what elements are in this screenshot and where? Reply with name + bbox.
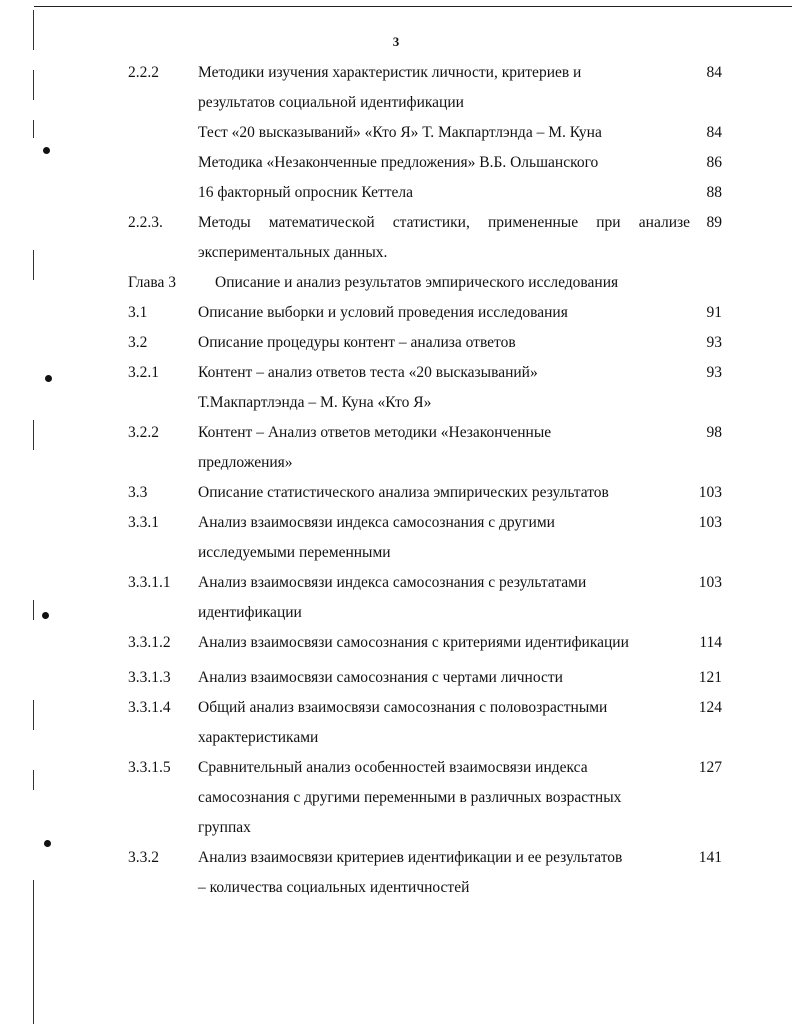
toc-entry-continuation [0,452,792,474]
toc-number: 2.2.3. [128,214,163,231]
toc-title: Описание выборки и условий проведения исследования [198,304,568,321]
scan-hole-dot [44,840,51,847]
toc-page: 127 [698,759,722,776]
toc-chapter-3 [0,272,792,294]
toc-title: самосознания с другими переменными в различных возрастных [198,789,622,806]
toc-entry-3-3-1-4 [0,697,792,719]
toc-number: 3.1 [128,304,148,321]
toc-title: характеристиками [198,729,319,746]
toc-page: 88 [706,184,722,201]
toc-page: 98 [706,424,722,441]
toc-entry-continuation [0,542,792,564]
toc-title: Сравнительный анализ особенностей взаимосвязи индекса [198,759,588,776]
toc-title: 16 факторный опросник Кеттела [198,184,414,201]
toc-entry-continuation [0,727,792,749]
toc-number: 3.3.1.1 [128,574,171,591]
toc-entry-continuation [0,602,792,624]
toc-title: исследуемыми переменными [198,544,391,561]
toc-number: 3.3.1.3 [128,669,171,686]
toc-page: 124 [698,699,722,716]
toc-title: Общий анализ взаимосвязи самосознания с половозрастными [198,699,608,716]
toc-entry-3-2-1 [0,362,792,384]
toc-title: Т.Макпартлэнда – М. Куна «Кто Я» [198,394,432,411]
toc-entry-3-2 [0,332,792,354]
toc-title: предложения» [198,454,293,471]
toc-number: 3.3.2 [128,849,159,866]
toc-number: 3.2 [128,334,148,351]
toc-number: Глава 3 [128,274,177,291]
toc-title: Анализ взаимосвязи критериев идентификации и ее результатов [198,849,623,866]
toc-title: Анализ взаимосвязи индекса самосознания с другими [198,514,555,531]
toc-page: 93 [706,334,722,351]
toc-page: 103 [698,484,722,501]
toc-entry-continuation [0,877,792,899]
toc-entry-test-20 [0,122,792,144]
toc-page: 103 [698,514,722,531]
toc-entry-continuation [0,817,792,839]
toc-page: 89 [706,214,722,231]
toc-entry-3-3-1-2 [0,632,792,654]
toc-number: 3.2.1 [128,364,159,381]
toc-number: 3.3.1.5 [128,759,171,776]
page-number: 3 [392,34,400,49]
toc-page: 84 [706,64,722,81]
toc-title: Анализ взаимосвязи самосознания с критериями идентификации [198,634,629,651]
toc-page: 86 [706,154,722,171]
toc-number: 3.3.1.4 [128,699,171,716]
toc-entry-continuation [0,92,792,114]
toc-entry-3-2-2 [0,422,792,444]
toc-title: Контент – анализ ответов теста «20 высказываний» [198,364,538,381]
toc-title: Анализ взаимосвязи самосознания с чертами личности [198,669,563,686]
toc-title: Методики изучения характеристик личности, критериев и [198,64,582,81]
toc-title: – количества социальных идентичностей [198,879,470,896]
toc-title: идентификации [198,604,302,621]
scan-left-edge [33,880,34,1024]
toc-number: 3.3.1.2 [128,634,171,651]
toc-entry-3-1 [0,302,792,324]
toc-entry-3-3-2 [0,847,792,869]
toc-entry-incomplete-sentences [0,152,792,174]
toc-title: Методика «Незаконченные предложения» В.Б. Ольшанского [198,154,599,171]
toc-entry-3-3-1-5 [0,757,792,779]
toc-entry-continuation [0,392,792,414]
toc-number: 3.3.1 [128,514,159,531]
toc-title: Описание и анализ результатов эмпирического исследования [215,274,619,291]
toc-entry-3-3-1 [0,512,792,534]
toc-title: результатов социальной идентификации [198,94,464,111]
top-border-line [34,6,792,7]
toc-title: Описание процедуры контент – анализа ответов [198,334,516,351]
toc-entry-2-2-3 [0,212,792,234]
toc-title: Методы математической статистики, примененные при анализе [198,214,690,231]
toc-number: 2.2.2 [128,64,159,81]
toc-title: группах [198,819,251,836]
toc-page: 84 [706,124,722,141]
toc-entry-3-3 [0,482,792,504]
toc-entry-continuation [0,242,792,264]
toc-number: 3.3 [128,484,148,501]
toc-entry-2-2-2 [0,62,792,84]
toc-page: 141 [698,849,722,866]
toc-title: Анализ взаимосвязи индекса самосознания с результатами [198,574,587,591]
toc-entry-continuation [0,787,792,809]
toc-title: экспериментальных данных. [198,244,388,261]
toc-entry-cattell [0,182,792,204]
toc-page: 93 [706,364,722,381]
toc-entry-3-3-1-3 [0,667,792,689]
toc-page: 121 [698,669,722,686]
toc-title: Контент – Анализ ответов методики «Незаконченные [198,424,552,441]
toc-title: Тест «20 высказываний» «Кто Я» Т. Макпартлэнда – М. Куна [198,124,602,141]
toc-entry-3-3-1-1 [0,572,792,594]
toc-title: Описание статистического анализа эмпирических результатов [198,484,609,501]
toc-page: 114 [699,634,722,651]
toc-page: 103 [698,574,722,591]
toc-page: 91 [706,304,722,321]
toc-number: 3.2.2 [128,424,159,441]
